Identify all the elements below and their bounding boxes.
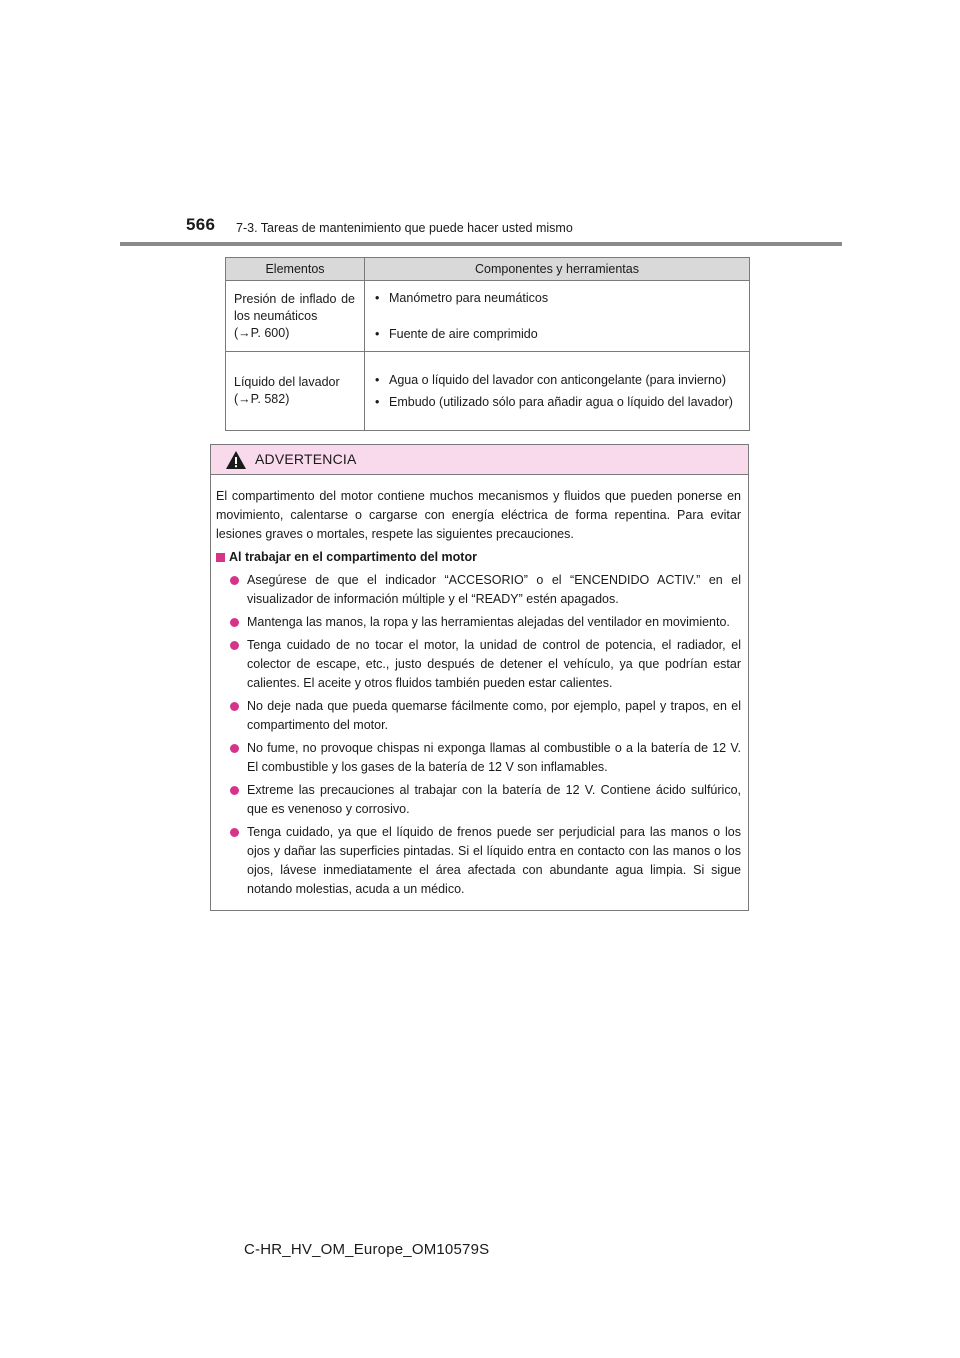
tool-text: Agua o líquido del lavador con anticongelante (para invierno) xyxy=(389,373,727,387)
warning-intro: El compartimento del motor contiene muchos mecanismos y fluidos que pueden ponerse en movimiento, calentarse o cargarse con energía eléctrica de forma repentina. Para evitar lesiones graves o mortales, respete las siguientes precauciones. xyxy=(216,489,741,541)
warning-subheading xyxy=(216,548,741,567)
list-item xyxy=(216,636,741,693)
tools-table xyxy=(225,257,750,431)
column-header-tools: Componentes y herramientas xyxy=(365,258,750,281)
bullet-text: No fume, no provoque chispas ni exponga llamas al combustible o a la batería de 12 V. El combustible y los gases de la batería de 12 V son inflamables. xyxy=(247,741,741,774)
warning-box xyxy=(210,444,749,911)
table-cell-tools xyxy=(365,281,750,352)
circle-bullet-icon xyxy=(230,618,239,627)
circle-bullet-icon xyxy=(230,641,239,650)
bullet-icon: • xyxy=(375,327,380,341)
bullet-icon: • xyxy=(375,291,380,305)
column-header-elements: Elementos xyxy=(226,258,365,281)
bullet-text: Extreme las precauciones al trabajar con la batería de 12 V. Contiene ácido sulfúrico, que es venenoso y corrosivo. xyxy=(247,783,741,816)
element-name: Líquido del lavador xyxy=(234,375,340,389)
list-item xyxy=(375,394,740,411)
table-cell-tools xyxy=(365,352,750,431)
list-item xyxy=(216,781,741,819)
bullet-text: Mantenga las manos, la ropa y las herramientas alejadas del ventilador en movimiento. xyxy=(247,615,730,629)
circle-bullet-icon xyxy=(230,786,239,795)
page-reference-link[interactable]: (→P. 582) xyxy=(234,392,290,406)
list-item xyxy=(216,739,741,777)
bullet-icon: • xyxy=(375,373,380,387)
tool-text: Fuente de aire comprimido xyxy=(389,327,538,341)
bullet-text: Asegúrese de que el indicador “ACCESORIO” o el “ENCENDIDO ACTIV.” en el visualizador de información múltiple y el “READY” estén apagados. xyxy=(247,573,741,606)
circle-bullet-icon xyxy=(230,576,239,585)
page-reference-link[interactable]: (→P. 600) xyxy=(234,325,290,340)
tool-text: Manómetro para neumáticos xyxy=(389,291,549,305)
circle-bullet-icon xyxy=(230,828,239,837)
header-rule xyxy=(120,242,842,246)
bullet-text: No deje nada que pueda quemarse fácilmente como, por ejemplo, papel y trapos, en el compartimento del motor. xyxy=(247,699,741,732)
square-bullet-icon xyxy=(216,553,225,562)
section-title: 7-3. Tareas de mantenimiento que puede hacer usted mismo xyxy=(236,221,573,235)
list-item xyxy=(216,823,741,899)
table-cell-element xyxy=(226,281,365,352)
element-name: Presión de inflado de los neumáticos xyxy=(234,291,355,323)
warning-title: ADVERTENCIA xyxy=(255,451,357,467)
list-item xyxy=(216,613,741,632)
document-code: C-HR_HV_OM_Europe_OM10579S xyxy=(244,1241,490,1258)
list-item xyxy=(375,372,740,389)
tool-text: Embudo (utilizado sólo para añadir agua o líquido del lavador) xyxy=(389,395,733,409)
table-row xyxy=(226,281,750,352)
page-number: 566 xyxy=(186,215,216,234)
warning-header xyxy=(211,445,748,475)
circle-bullet-icon xyxy=(230,702,239,711)
list-item xyxy=(375,290,740,307)
bullet-text: Tenga cuidado, ya que el líquido de frenos puede ser perjudicial para las manos o los ojos y dañar las superficies pintadas. Si el líquido entra en contacto con las manos o los ojos, lávese inmediatamente el área afectada con abundante agua limpia. Si sigue notando molestias, acuda a un médico. xyxy=(247,825,741,896)
bullet-icon: • xyxy=(375,395,380,409)
table-header-row xyxy=(226,258,750,281)
bullet-text: Tenga cuidado de no tocar el motor, la unidad de control de potencia, el radiador, el colector de escape, etc., justo después de detener el vehículo, ya que podrían estar calientes. El aceite y otros fluidos también pueden estar calientes. xyxy=(247,638,741,690)
list-item xyxy=(375,326,740,343)
table-cell-element xyxy=(226,352,365,431)
warning-body xyxy=(211,475,748,899)
list-item xyxy=(216,571,741,609)
warning-triangle-icon xyxy=(225,450,247,470)
circle-bullet-icon xyxy=(230,744,239,753)
subheading-text: Al trabajar en el compartimento del motor xyxy=(229,550,477,564)
table-row xyxy=(226,352,750,431)
list-item xyxy=(216,697,741,735)
